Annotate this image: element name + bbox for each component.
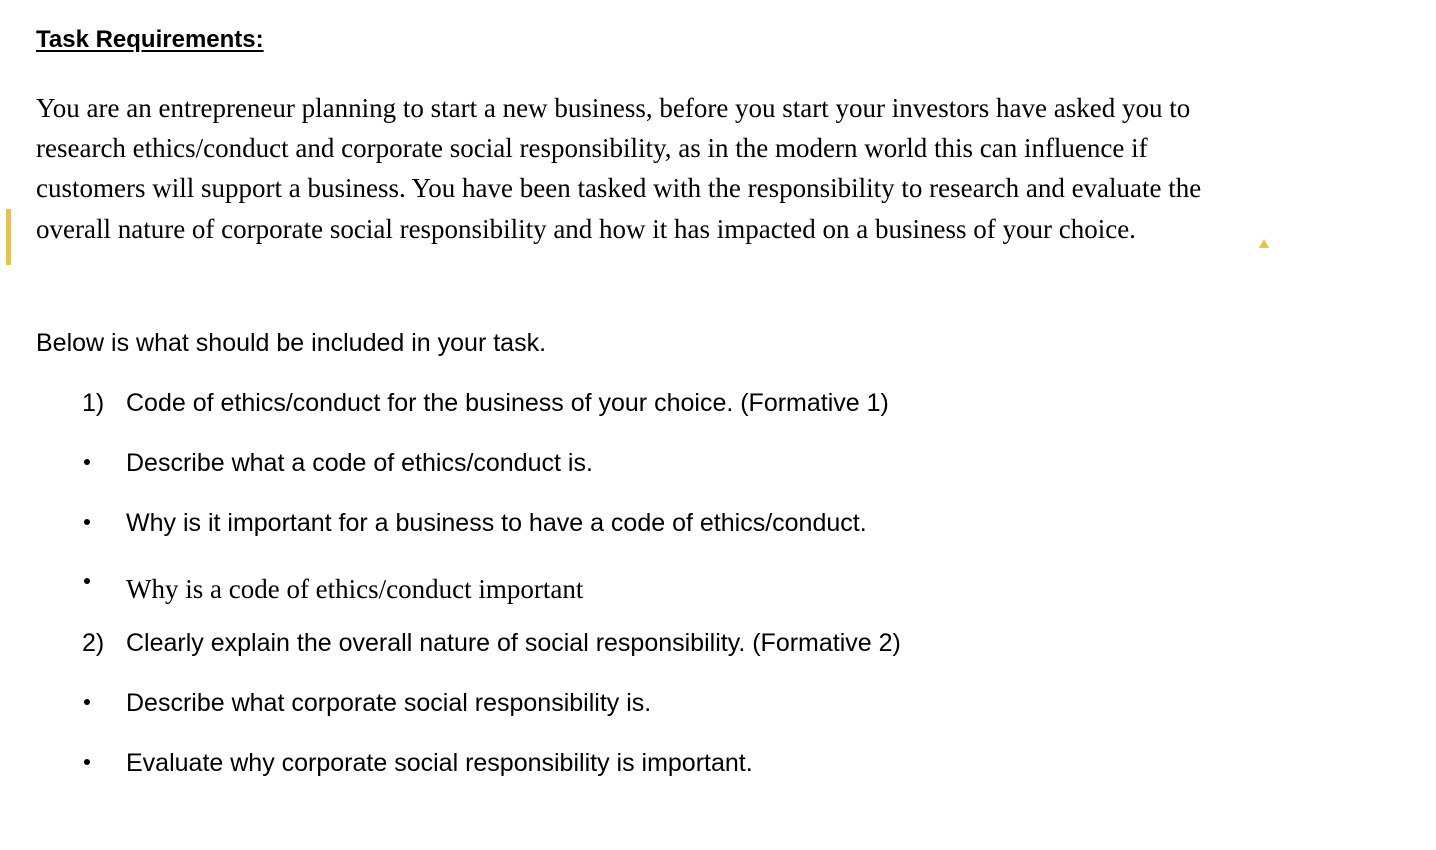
list-item-1-text: Code of ethics/conduct for the business of your choice. (Formative 1) xyxy=(126,389,889,417)
intro-line-3: customers will support a business. You have been tasked with the responsibility to research and evaluate the xyxy=(36,173,1202,203)
list-item-1-bullet-2: Why is it important for a business to have a code of ethics/conduct. xyxy=(126,509,867,537)
intro-line-4: overall nature of corporate social responsibility and how it has impacted on a business of your choice. xyxy=(36,214,1136,244)
list-item-2-bullet-2: Evaluate why corporate social responsibility is important. xyxy=(126,749,753,777)
bullet-icon xyxy=(84,699,90,705)
intro-line-1: You are an entrepreneur planning to start a new business, before you start your investors have asked you to xyxy=(36,93,1191,123)
list-number-1: 1) xyxy=(82,389,105,417)
intro-line-2: research ethics/conduct and corporate social responsibility, as in the modern world this can influence if xyxy=(36,133,1148,163)
bullet-icon xyxy=(84,759,90,765)
bullet-icon xyxy=(84,578,90,584)
list-number-2: 2) xyxy=(82,629,105,657)
comment-marker-icon[interactable] xyxy=(1259,239,1269,248)
lead-in-text: Below is what should be included in your task. xyxy=(36,329,547,357)
task-requirements-heading: Task Requirements: xyxy=(36,26,264,53)
track-change-bar[interactable] xyxy=(6,209,11,265)
list-item-2-bullet-1: Describe what corporate social responsibility is. xyxy=(126,689,652,717)
list-item-1-bullet-1: Describe what a code of ethics/conduct is. xyxy=(126,449,593,477)
bullet-icon xyxy=(84,519,90,525)
list-item-1-bullet-3: Why is a code of ethics/conduct important xyxy=(126,574,584,604)
list-item-2-text: Clearly explain the overall nature of social responsibility. (Formative 2) xyxy=(126,629,901,657)
bullet-icon xyxy=(84,459,90,465)
